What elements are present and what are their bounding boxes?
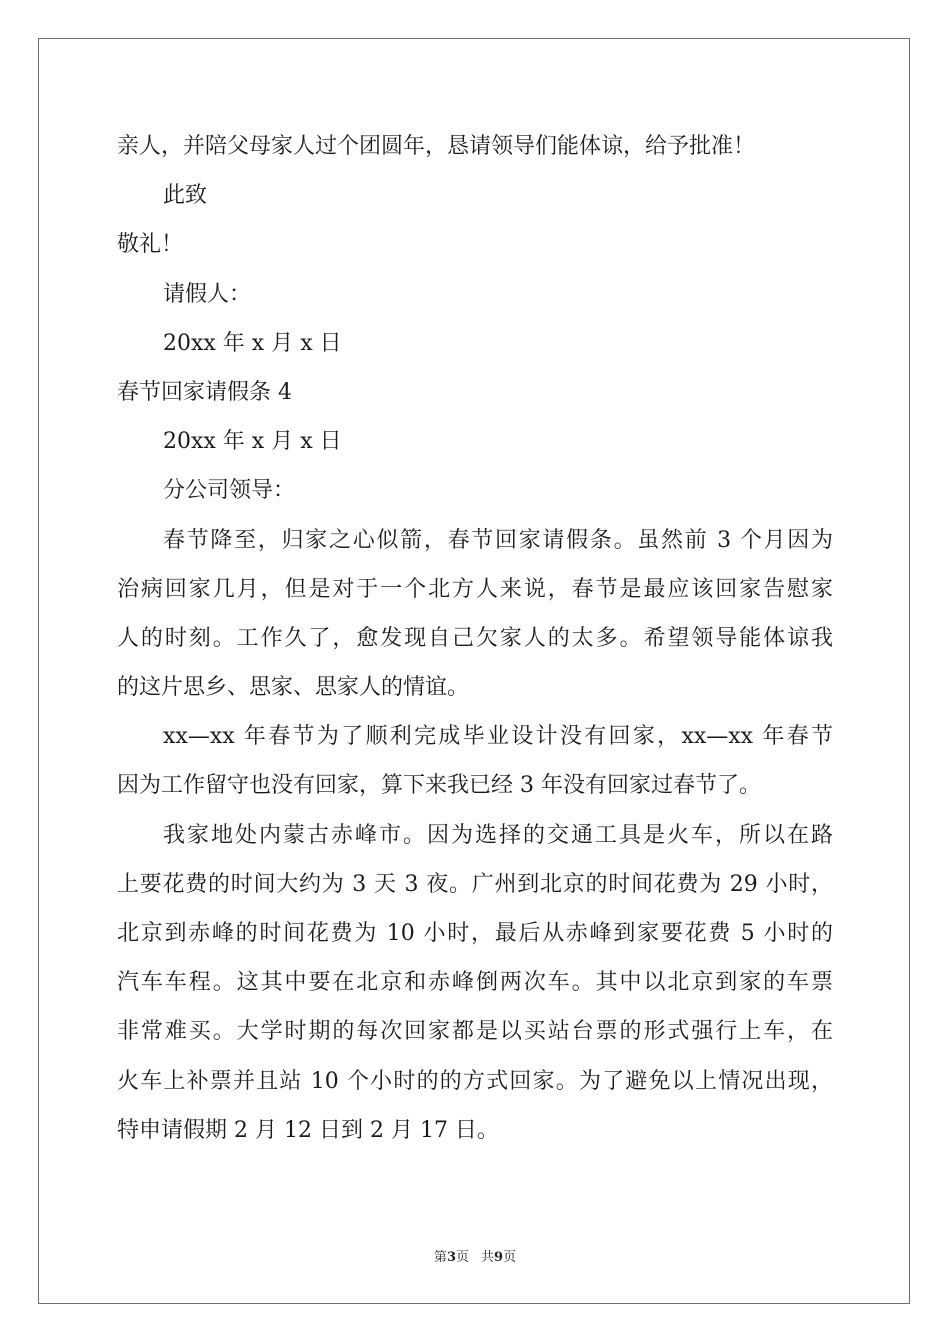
page-total — [481, 1250, 516, 1265]
document-body — [117, 122, 833, 1155]
paragraph-line: 因为工作留守也没有回家，算下来我已经 3 年没有回家过春节了。 — [117, 773, 761, 799]
applicant-label: 请假人： — [163, 281, 252, 307]
paragraph-line: 春节降至，归家之心似箭，春节回家请假条。虽然前 3 个月因为 — [163, 527, 833, 553]
paragraph-line: 亲人，并陪父母家人过个团圆年，恳请领导们能体谅，给予批准！ — [117, 134, 756, 159]
page-footer — [0, 1246, 950, 1265]
paragraph-line: 我家地处内蒙古赤峰市。因为选择的交通工具是火车，所以在路 — [163, 822, 833, 848]
paragraph-line: 汽车车程。这其中要在北京和赤峰倒两次车。其中以北京到家的车票 — [117, 970, 833, 996]
page-prefix: 第 — [433, 1250, 447, 1265]
section-title: 春节回家请假条 4 — [117, 379, 292, 405]
closing-salutation: 此致 — [163, 183, 208, 209]
page-number — [434, 1250, 469, 1265]
paragraph-line: 特申请假期 2 月 12 日到 2 月 17 日。 — [117, 1117, 499, 1143]
date-line: 20xx 年 x 月 x 日 — [163, 429, 342, 455]
paragraph-line: 的这片思乡、思家、思家人的情谊。 — [117, 675, 470, 701]
paragraph-line: 火车上补票并且站 10 个小时的的方式回家。为了避免以上情况出现， — [117, 1068, 833, 1094]
recipient-line: 分公司领导： — [163, 478, 296, 504]
total-suffix: 页 — [503, 1250, 517, 1265]
paragraph-line: 上要花费的时间大约为 3 天 3 夜。广州到北京的时间花费为 29 小时， — [117, 871, 833, 897]
closing-regards: 敬礼！ — [117, 232, 184, 258]
total-prefix: 共 — [481, 1250, 495, 1265]
current-page: 3 — [446, 1250, 456, 1265]
date-line: 20xx 年 x 月 x 日 — [163, 330, 342, 356]
paragraph-line: 非常难买。大学时期的每次回家都是以买站台票的形式强行上车，在 — [117, 1019, 833, 1045]
page-suffix: 页 — [455, 1250, 469, 1265]
paragraph-line: 人的时刻。工作久了，愈发现自己欠家人的太多。希望领导能体谅我 — [117, 625, 833, 651]
paragraph-line: 北京到赤峰的时间花费为 10 小时，最后从赤峰到家要花费 5 小时的 — [117, 921, 833, 946]
paragraph-line: 治病回家几月，但是对于一个北方人来说，春节是最应该回家告慰家 — [117, 576, 833, 602]
total-pages: 9 — [494, 1250, 504, 1265]
paragraph-line: xx—xx 年春节为了顺利完成毕业设计没有回家，xx—xx 年春节 — [163, 724, 833, 750]
